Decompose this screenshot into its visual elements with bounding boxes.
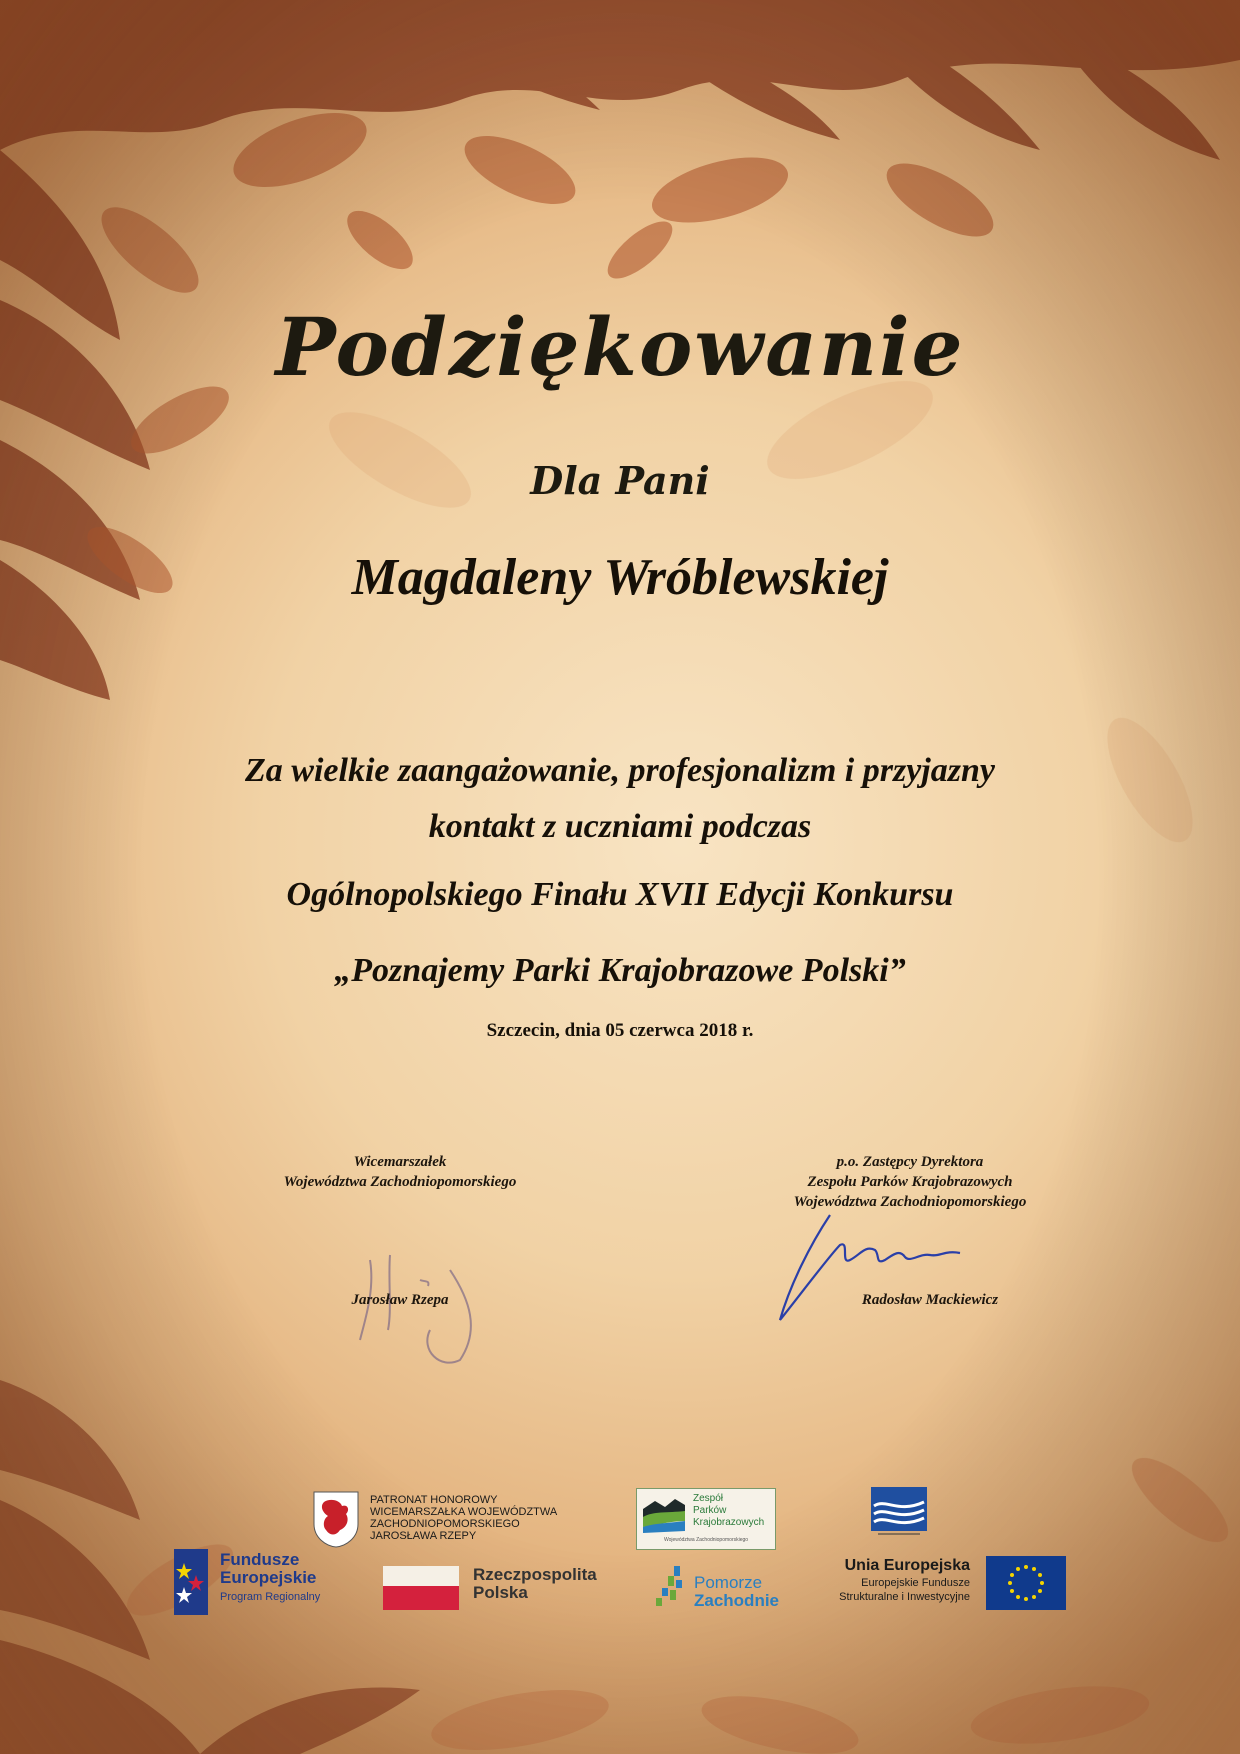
- pomorze-line-2: Zachodnie: [694, 1591, 780, 1610]
- date-line: Szczecin, dnia 05 czerwca 2018 r.: [486, 1020, 754, 1041]
- patronat-line-1: PATRONAT HONOROWY: [370, 1494, 498, 1506]
- left-role-line-1: Wicemarszałek: [353, 1154, 447, 1170]
- polish-flag-icon: [383, 1566, 459, 1610]
- zespol-line-2: Parków: [693, 1505, 727, 1516]
- certificate-title: Podziękowanie: [275, 300, 965, 394]
- fundusze-europejskie-logo: [174, 1549, 344, 1615]
- left-signatory-title: [230, 1152, 570, 1192]
- zespol-subtitle: Województwa Zachodniopomorskiego: [663, 1537, 749, 1543]
- fundusze-line-2: Europejskie: [220, 1568, 317, 1587]
- left-signatory-name: Jarosław Rzepa: [351, 1292, 449, 1308]
- right-signatory-name: Radosław Mackiewicz: [861, 1292, 999, 1308]
- right-signatory-title: [740, 1152, 1080, 1212]
- greeting: Dla Pani: [530, 458, 710, 503]
- unia-europejska-logo: [820, 1556, 1070, 1612]
- body-line-2: kontakt z uczniami podczas: [428, 808, 812, 845]
- body-line-3: Ogólnopolskiego Finału XVII Edycji Konkursu: [286, 876, 954, 913]
- patronat-line-3: ZACHODNIOPOMORSKIEGO: [370, 1518, 520, 1530]
- fundusze-line-1: Fundusze: [220, 1550, 300, 1569]
- ue-line-3: Strukturalne i Inwestycyjne: [839, 1591, 970, 1603]
- ue-line-1: Unia Europejska: [844, 1557, 970, 1574]
- pomorze-emblem-icon: [652, 1562, 692, 1612]
- fundusze-flag-icon: [174, 1549, 208, 1615]
- zespol-parkow-logo: [636, 1488, 776, 1550]
- pomorze-zachodnie-logo: [652, 1562, 782, 1616]
- eu-flag-icon: [986, 1556, 1066, 1610]
- patronat-line-2: WICEMARSZAŁKA WOJEWÓDZTWA: [370, 1506, 558, 1518]
- recipient-name: Magdaleny Wróblewskiej: [351, 549, 889, 606]
- wave-logo: [870, 1486, 928, 1542]
- wave-emblem-icon: [870, 1486, 928, 1538]
- right-role-line-1: p.o. Zastępcy Dyrektora: [836, 1154, 984, 1170]
- patronat-logo: [312, 1490, 572, 1550]
- rzeczpospolita-line-2: Polska: [473, 1583, 528, 1602]
- zespol-line-1: Zespół: [693, 1493, 724, 1504]
- rzeczpospolita-line-1: Rzeczpospolita: [473, 1565, 597, 1584]
- body-line-4: „Poznajemy Parki Krajobrazowe Polski”: [334, 952, 906, 989]
- fundusze-line-3: Program Regionalny: [220, 1591, 321, 1603]
- right-role-line-3: Województwa Zachodniopomorskiego: [793, 1194, 1027, 1210]
- right-handwritten-signature: [770, 1205, 1010, 1330]
- body-line-1: Za wielkie zaangażowanie, profesjonalizm i przyjazny: [245, 752, 995, 789]
- rzeczpospolita-polska-logo: [383, 1566, 613, 1610]
- griffin-coat-of-arms-icon: [312, 1490, 360, 1548]
- right-role-line-2: Zespołu Parków Krajobrazowych: [807, 1174, 1013, 1190]
- ue-line-2: Europejskie Fundusze: [861, 1577, 970, 1589]
- zespol-line-3: Krajobrazowych: [693, 1517, 765, 1528]
- left-role-line-2: Województwa Zachodniopomorskiego: [283, 1174, 517, 1190]
- landscape-icon: [641, 1495, 687, 1535]
- pomorze-line-1: Pomorze: [694, 1573, 763, 1592]
- patronat-line-4: JAROSŁAWA RZEPY: [370, 1530, 477, 1542]
